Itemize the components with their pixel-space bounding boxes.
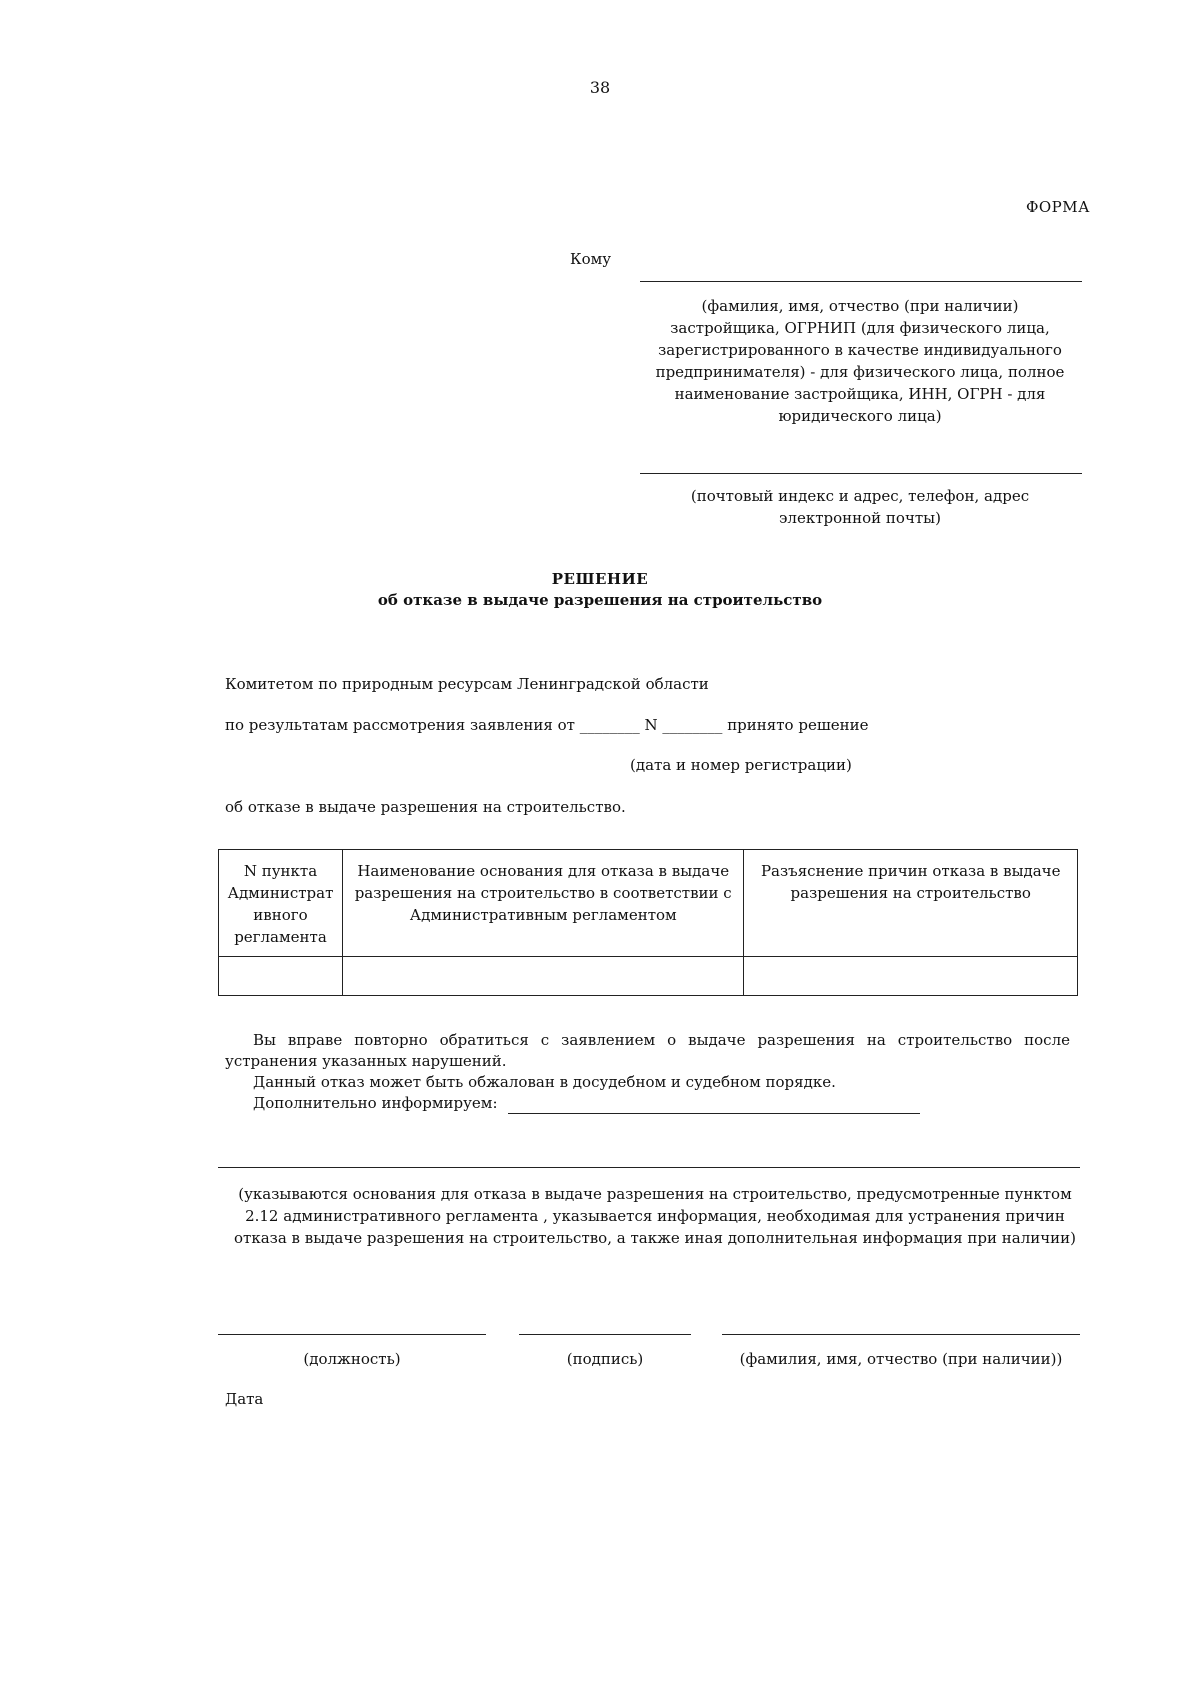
review-number-sign: N bbox=[644, 716, 658, 734]
table-cell bbox=[744, 957, 1078, 996]
recipient-address-line bbox=[640, 473, 1082, 474]
header-refusal-ground: Наименование основания для отказа в выдаче разрешения на строительство в соответствии с Административным регламентом bbox=[342, 850, 743, 957]
footnote-caption bbox=[215, 1183, 1095, 1249]
caption-line: отказа в выдаче разрешения на строительство, а также иная дополнительная информация при наличии) bbox=[234, 1229, 1076, 1247]
refusal-line: об отказе в выдаче разрешения на строительство. bbox=[225, 798, 626, 816]
recipient-name-line bbox=[640, 281, 1082, 282]
signature-caption: (подпись) bbox=[566, 1350, 644, 1368]
caption-line: юридического лица) bbox=[778, 407, 942, 425]
additional-info-line bbox=[508, 1113, 920, 1114]
form-label: ФОРМА bbox=[1025, 198, 1090, 216]
notice-additional-info bbox=[225, 1093, 1070, 1114]
refusal-reasons-table bbox=[218, 849, 1078, 996]
additional-info-label: Дополнительно информируем: bbox=[253, 1094, 498, 1112]
document-subtitle: об отказе в выдаче разрешения на строительство bbox=[377, 591, 823, 609]
header-clause-number: N пункта Администрат ивного регламента bbox=[219, 850, 343, 957]
review-date-blank: ________ bbox=[579, 716, 640, 734]
header-refusal-explanation: Разъяснение причин отказа в выдаче разрешения на строительство bbox=[744, 850, 1078, 957]
committee-line: Комитетом по природным ресурсам Ленинградской области bbox=[225, 675, 709, 693]
table-header-row bbox=[219, 850, 1078, 957]
caption-line: 2.12 административного регламента , указывается информация, необходимая для устранения причин bbox=[245, 1207, 1065, 1225]
review-number-blank: ________ bbox=[662, 716, 723, 734]
date-label: Дата bbox=[225, 1390, 264, 1408]
review-suffix: принято решение bbox=[727, 716, 869, 734]
registration-caption: (дата и номер регистрации) bbox=[630, 756, 852, 774]
caption-line: (указываются основания для отказа в выдаче разрешения на строительство, предусмотренные пунктом bbox=[238, 1185, 1072, 1203]
caption-line: наименование застройщика, ИНН, ОГРН - для bbox=[674, 385, 1046, 403]
page-number: 38 bbox=[589, 78, 611, 97]
recipient-address-caption bbox=[640, 485, 1080, 529]
caption-line: зарегистрированного в качестве индивидуального bbox=[658, 341, 1062, 359]
document-title: РЕШЕНИЕ bbox=[551, 570, 649, 588]
review-prefix: по результатам рассмотрения заявления от bbox=[225, 716, 575, 734]
caption-line: (фамилия, имя, отчество (при наличии) bbox=[701, 297, 1019, 315]
recipient-name-caption bbox=[640, 295, 1080, 427]
caption-line: электронной почты) bbox=[779, 509, 941, 527]
table-cell bbox=[219, 957, 343, 996]
caption-line: предпринимателя) - для физического лица, полное bbox=[655, 363, 1065, 381]
table-cell bbox=[342, 957, 743, 996]
review-line bbox=[225, 716, 869, 734]
additional-info-line-full bbox=[218, 1167, 1080, 1168]
signature-line bbox=[519, 1334, 691, 1335]
notice-appeal: Данный отказ может быть обжалован в досудебном и судебном порядке. bbox=[253, 1073, 836, 1091]
notice-block bbox=[225, 1030, 1070, 1114]
notice-reapply: Вы вправе повторно обратиться с заявлением о выдаче разрешения на строительство после устранения указанных нарушений. bbox=[225, 1031, 1070, 1070]
full-name-caption: (фамилия, имя, отчество (при наличии)) bbox=[739, 1350, 1063, 1368]
to-label: Кому bbox=[570, 250, 612, 268]
caption-line: застройщика, ОГРНИП (для физического лица, bbox=[670, 319, 1050, 337]
position-caption: (должность) bbox=[303, 1350, 401, 1368]
position-line bbox=[218, 1334, 486, 1335]
table-row bbox=[219, 957, 1078, 996]
full-name-line bbox=[722, 1334, 1080, 1335]
caption-line: (почтовый индекс и адрес, телефон, адрес bbox=[690, 487, 1030, 505]
